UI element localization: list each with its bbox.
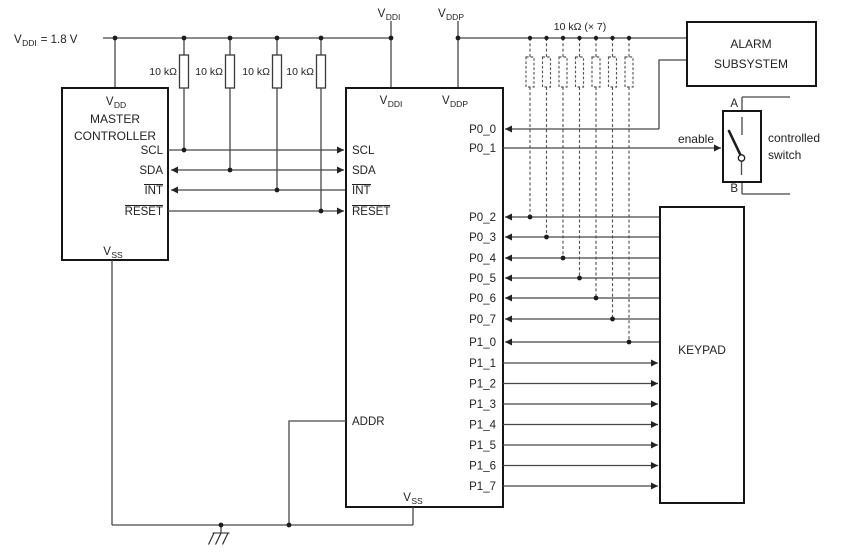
dashed-pullup-bank [526, 38, 633, 342]
master-title-line2: CONTROLLER [73, 129, 157, 143]
ic-reset-pin-label: RESET [352, 206, 391, 218]
port1-wires [503, 363, 658, 486]
addr-wire [289, 421, 346, 525]
pin-p0-0: P0_0 [469, 124, 496, 136]
pin-p0-2: P0_2 [469, 212, 496, 224]
keypad-title: KEYPAD [678, 343, 726, 357]
ic-sda-pin-label: SDA [352, 165, 376, 177]
alarm-to-p0-0-wire [659, 60, 687, 129]
master-vdd-pin-label: $V_{DD}$ [105, 96, 127, 111]
pin-p1-6: P1_6 [469, 460, 496, 473]
pin-p0-5: P0_5 [469, 273, 496, 285]
pin-p1-7: P1_7 [469, 481, 496, 493]
pin-p0-4: P0_4 [469, 253, 496, 265]
resistor-icon [317, 55, 326, 88]
master-scl-pin-label: SCL [140, 145, 163, 157]
pullup-resistor-reset [286, 38, 325, 211]
ic-int-pin-label: INT [352, 185, 371, 197]
pullup-resistor-int [242, 38, 281, 190]
ic-scl-pin-label: SCL [352, 145, 375, 157]
ic-vddi-pin-label: $V_{DDI}$ [379, 95, 403, 110]
master-sda-pin-label: SDA [139, 165, 163, 177]
io-expander-block [346, 88, 503, 507]
dashed-resistor-1 [526, 38, 534, 217]
master-reset-pin-label: RESET [124, 206, 163, 218]
dashed-resistor-4 [576, 38, 584, 278]
pin-p0-1: P0_1 [469, 143, 496, 155]
alarm-title-line2: SUBSYSTEM [713, 57, 789, 71]
resistor-value-label: 10 kΩ [149, 66, 177, 78]
vddi-supply-label: $V_{DDI} = 1.8$ V [14, 34, 78, 49]
switch-caption-line2: switch [768, 148, 802, 162]
resistor-value-label: 10 kΩ [286, 66, 314, 78]
terminal-a-label: A [730, 98, 738, 110]
resistor-icon [180, 55, 189, 88]
master-title-line1: MASTER [89, 112, 141, 126]
pin-p0-6: P0_6 [469, 293, 496, 305]
terminal-b-label: B [730, 183, 738, 195]
ground-icon [209, 525, 230, 545]
vddp-top-label: $V_{DDP}$ [437, 8, 465, 23]
resistor-icon [226, 55, 235, 88]
master-vss-pin-label: $V_{SS}$ [103, 246, 123, 261]
pin-p1-3: P1_3 [469, 399, 496, 411]
alarm-subsystem-block [687, 22, 816, 86]
enable-label: enable [677, 132, 714, 146]
ic-vddp-pin-label: $V_{DDP}$ [441, 95, 469, 110]
resistor-value-label: 10 kΩ [195, 66, 223, 78]
dashed-resistor-5 [592, 38, 600, 298]
resistor-icon [273, 55, 282, 88]
ic-addr-pin-label: ADDR [352, 416, 385, 428]
dashed-resistor-7 [625, 38, 633, 342]
pullup-bank-label: 10 kΩ (× 7) [553, 21, 607, 33]
controlled-switch-block [678, 97, 820, 195]
pin-p1-5: P1_5 [469, 440, 496, 452]
pin-p1-1: P1_1 [469, 358, 496, 370]
pin-p1-0: P1_0 [469, 337, 496, 349]
switch-caption-line1: controlled [768, 131, 821, 145]
resistor-value-label: 10 kΩ [242, 66, 270, 78]
master-int-pin-label: INT [144, 185, 163, 197]
vddi-top-label: $V_{DDI}$ [377, 8, 401, 23]
dashed-resistor-6 [609, 38, 617, 319]
ic-vss-pin-label: $V_{SS}$ [403, 492, 423, 507]
dashed-resistor-2 [543, 38, 551, 237]
master-controller-block [62, 88, 168, 260]
pin-p0-3: P0_3 [469, 232, 496, 244]
keypad-block [660, 207, 744, 503]
alarm-title-line1: ALARM [730, 37, 772, 51]
pin-p1-4: P1_4 [469, 419, 496, 432]
pin-p0-7: P0_7 [469, 314, 496, 326]
i2c-bus-wires [168, 150, 346, 211]
pin-p1-2: P1_2 [469, 378, 496, 391]
